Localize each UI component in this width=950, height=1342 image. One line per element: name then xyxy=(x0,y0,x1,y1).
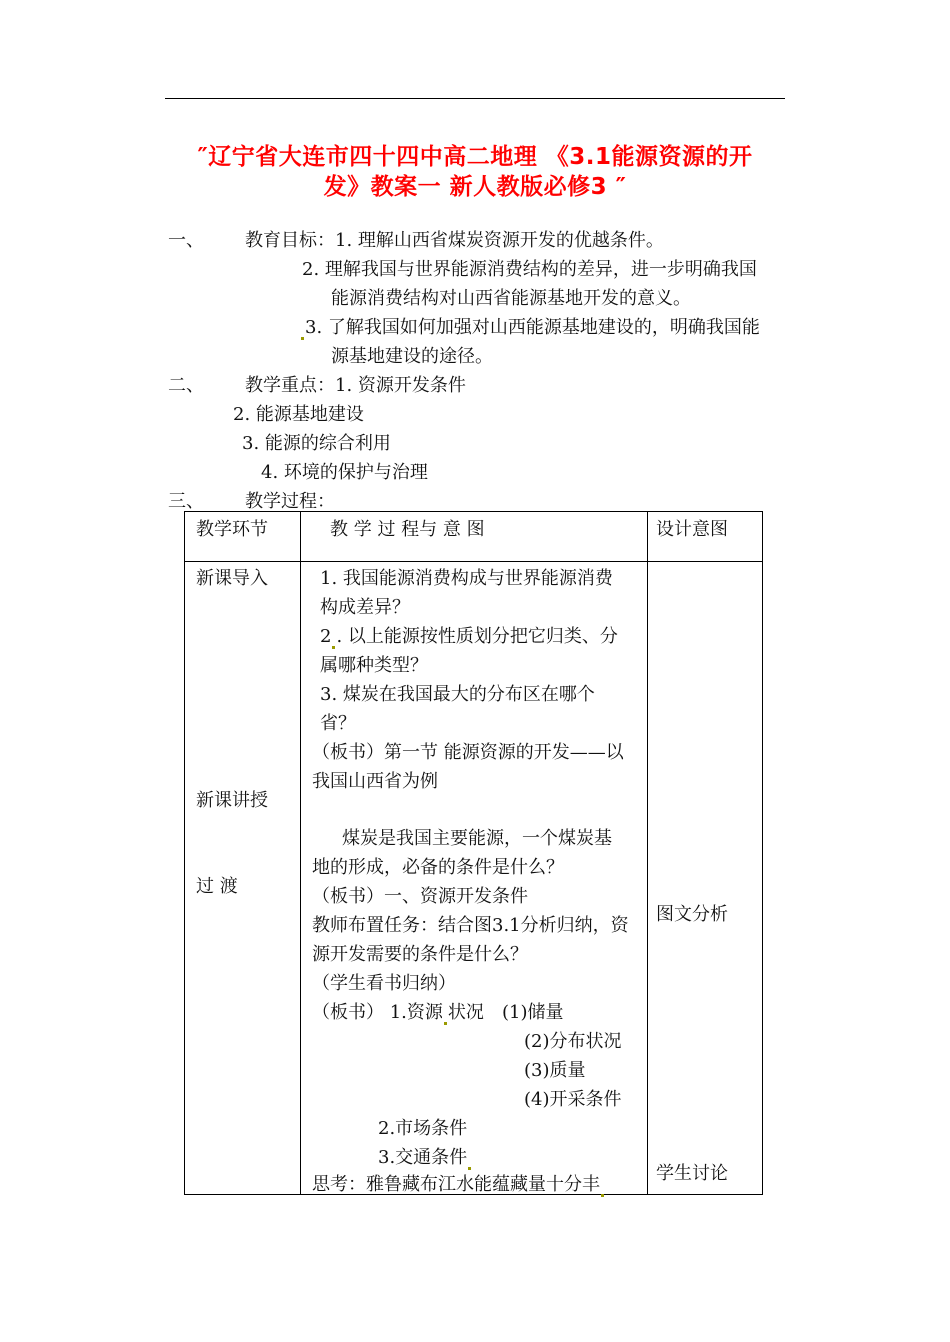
process-line: (2)分布状况 xyxy=(524,1031,622,1052)
section-1-heading: 教育目标：1. 理解山西省煤炭资源开发的优越条件。 xyxy=(245,230,664,251)
header-cell-stage xyxy=(185,512,301,562)
process-line: (4)开采条件 xyxy=(524,1089,622,1110)
section-1-item-2-line-2: 能源消费结构对山西省能源基地开发的意义。 xyxy=(331,288,691,309)
process-text: 状况 xyxy=(447,1002,484,1023)
edit-mark xyxy=(301,337,304,340)
edit-mark xyxy=(332,646,335,649)
edit-mark xyxy=(601,1194,604,1197)
process-line: (3)质量 xyxy=(524,1060,586,1081)
section-3-number: 三、 xyxy=(168,491,204,512)
section-2-item-4: 4. 环境的保护与治理 xyxy=(261,462,428,483)
edit-mark xyxy=(468,1167,471,1170)
process-line: 煤炭是我国主要能源，一个煤炭基 xyxy=(342,828,612,849)
process-text: （板书） 1.资源 xyxy=(312,1002,443,1023)
process-text: 思考：雅鲁藏布江水能蕴藏量十分丰 xyxy=(312,1174,600,1195)
section-2-item-3: 3. 能源的综合利用 xyxy=(242,433,391,454)
process-line: 教师布置任务：结合图3.1分析归纳，资 xyxy=(312,915,629,936)
edit-mark xyxy=(444,1022,447,1025)
header-rule xyxy=(165,98,785,99)
stage-transition: 过 渡 xyxy=(196,876,238,897)
process-line: 我国山西省为例 xyxy=(312,771,438,792)
header-process-label: 教 学 过 程与 意 图 xyxy=(330,519,485,540)
process-line: （板书）一、资源开发条件 xyxy=(312,886,528,907)
design-figure-analysis: 图文分析 xyxy=(656,904,728,925)
process-line xyxy=(312,1173,605,1197)
document-title xyxy=(165,142,785,202)
process-line: 3. 煤炭在我国最大的分布区在哪个 xyxy=(320,684,595,705)
section-1-item-3-text: 3. 了解我国如何加强对山西能源基地建设的，明确我国能 xyxy=(305,317,760,338)
table-row xyxy=(185,562,763,1195)
process-line: 2.市场条件 xyxy=(378,1118,468,1139)
process-line xyxy=(320,625,618,649)
stage-intro: 新课导入 xyxy=(196,568,268,589)
process-line: 1. 我国能源消费构成与世界能源消费 xyxy=(320,568,613,589)
process-line: 源开发需要的条件是什么？ xyxy=(312,944,528,965)
process-line: 构成差异？ xyxy=(320,597,410,618)
section-3-heading: 教学过程： xyxy=(245,491,335,512)
table-header-row xyxy=(185,512,763,562)
process-line: 属哪种类型？ xyxy=(320,655,428,676)
section-1-item-2-line-1: 2. 理解我国与世界能源消费结构的差异，进一步明确我国 xyxy=(302,259,757,280)
process-line: 地的形成，必备的条件是什么？ xyxy=(312,857,564,878)
design-student-discussion: 学生讨论 xyxy=(656,1163,728,1184)
process-text: 3.交通条件 xyxy=(378,1147,468,1168)
process-line xyxy=(378,1146,472,1170)
design-cell xyxy=(648,562,763,1195)
section-1-number: 一、 xyxy=(168,230,204,251)
stage-cell xyxy=(185,562,301,1195)
title-line-2: 发》教案一 新人教版必修3 ″ xyxy=(323,174,627,200)
process-text: . 以上能源按性质划分把它归类、分 xyxy=(336,626,618,647)
title-line-1: ″辽宁省大连市四十四中高二地理 《3.1能源资源的开 xyxy=(197,144,753,170)
process-line: （学生看书归纳） xyxy=(312,973,456,994)
section-1-item-3-line-1 xyxy=(300,316,760,340)
stage-lecture: 新课讲授 xyxy=(196,790,268,811)
process-line: 省？ xyxy=(320,713,356,734)
process-line: (1)储量 xyxy=(502,1002,564,1023)
header-cell-process xyxy=(301,512,648,562)
process-cell xyxy=(301,562,648,1195)
teaching-process-table xyxy=(184,511,763,1195)
process-line: （板书）第一节 能源资源的开发——以 xyxy=(312,742,624,763)
section-2-item-2: 2. 能源基地建设 xyxy=(233,404,364,425)
header-stage-label: 教学环节 xyxy=(196,519,268,540)
section-2-number: 二、 xyxy=(168,375,204,396)
header-cell-design xyxy=(648,512,763,562)
section-1-item-3-line-2: 源基地建设的途径。 xyxy=(331,346,493,367)
process-line xyxy=(312,1001,484,1025)
process-text: 2 xyxy=(320,626,332,647)
section-2-heading: 教学重点：1. 资源开发条件 xyxy=(245,375,466,396)
header-design-label: 设计意图 xyxy=(656,519,728,540)
